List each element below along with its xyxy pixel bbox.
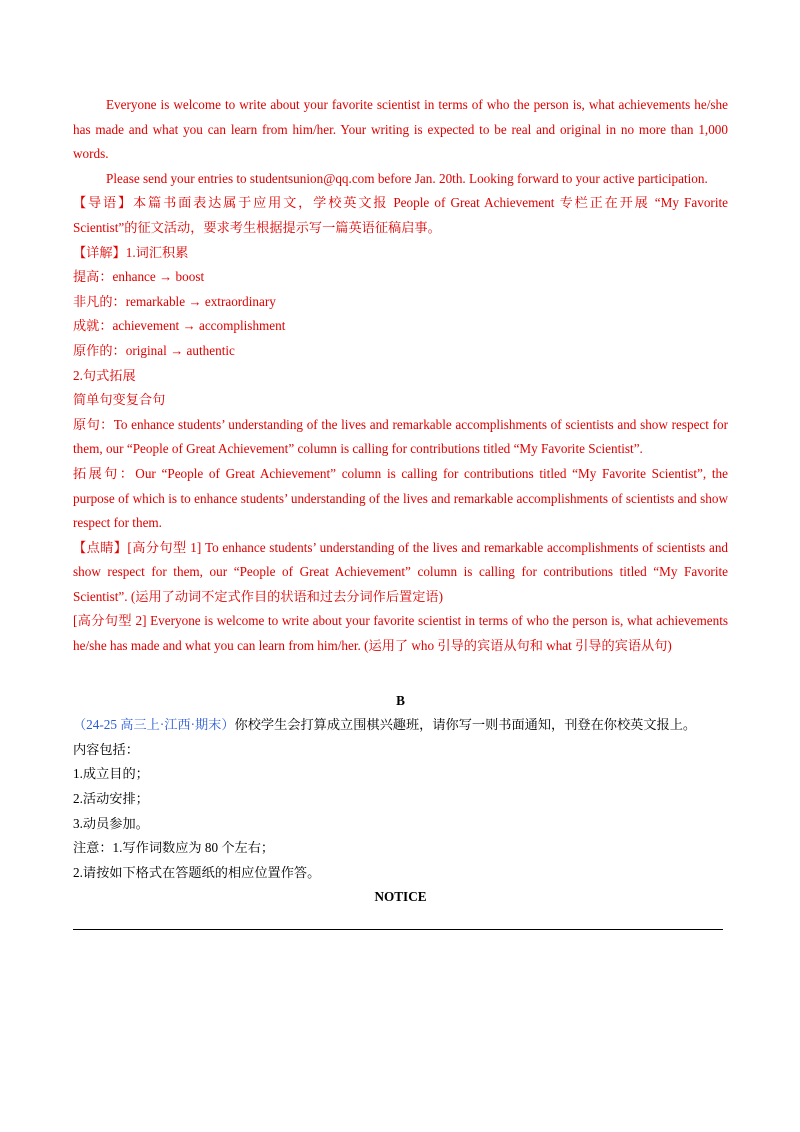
page-content <box>73 93 728 930</box>
note-line-1: 注意：1.写作词数应为 80 个左右； <box>73 840 275 856</box>
guide-label: 【导语】 <box>73 195 134 211</box>
answer-line <box>73 929 723 930</box>
expanded-sentence: 拓展句：Our “People of Great Achievement” column is calling for contributions titled “My Favorite Scientist”, the purpose of which is to enhance students’ understanding of the lives and remarkable accomplishments of scientists and show respect for them. <box>73 465 728 531</box>
task-text: 你校学生会打算成立围棋兴趣班，请你写一则书面通知，刊登在你校英文报上。 <box>234 717 697 733</box>
note-line-2: 2.请按如下格式在答题纸的相应位置作答。 <box>73 864 321 880</box>
sentence-heading: 2.句式拓展 <box>73 367 136 383</box>
detail-label: 【详解】 <box>73 244 126 260</box>
section-b-heading: B <box>396 692 405 708</box>
original-sentence: 原句：To enhance students’ understanding of the lives and remarkable accomplishments of scientists and show respect for them, our “People of Great Achievement” column is calling for contributions titled “My Favorite Scientist”. <box>73 416 728 457</box>
notice-title: NOTICE <box>374 889 427 905</box>
prompt-paragraph-1: Everyone is welcome to write about your favorite scientist in terms of who the person is, what achievements he/she has made and what you can learn from him/her. Your writing is expected to be real and original in no more than 1,000 words. <box>73 97 728 162</box>
guide-paragraph <box>73 191 728 240</box>
sentence-subheading: 简单句变复合句 <box>73 392 166 408</box>
content-point: 1.成立目的； <box>73 766 149 782</box>
vocab-item: 非凡的：remarkable → extraordinary <box>73 293 276 309</box>
highlight-paragraph-1 <box>73 536 728 610</box>
guide-text: 本篇书面表达属于应用文，学校英文报 People of Great Achievement 专栏正在开展 “My Favorite Scientist”的征文活动，要求考生根据提示写一篇英语征稿启事。 <box>73 195 728 235</box>
content-label: 内容包括： <box>73 741 139 757</box>
task-paragraph <box>73 713 728 738</box>
highlight-label: 【点睛】 <box>73 539 128 555</box>
vocab-item: 原作的：original → authentic <box>73 342 235 358</box>
highlight-item-1: [高分句型 1] To enhance students’ understanding of the lives and remarkable accomplishments of scientists and show respect for them, our “People of Great Achievement” column is calling for contributions titled “My Favorite Scientist”. (运用了动词不定式作目的状语和过去分词作后置定语) <box>73 539 729 604</box>
vocab-heading: 1.词汇积累 <box>125 244 189 260</box>
vocab-item: 成就：achievement → accomplishment <box>73 318 286 334</box>
content-point: 3.动员参加。 <box>73 815 149 831</box>
detail-heading <box>73 241 728 266</box>
highlight-paragraph-2: [高分句型 2] Everyone is welcome to write about your favorite scientist in terms of who the person is, what achievements he/she has made and what you can learn from him/her. (运用了 who 引导的宾语从句和 what 引导的宾语从句) <box>73 613 728 654</box>
section-gap <box>73 659 728 689</box>
content-point: 2.活动安排； <box>73 791 149 807</box>
vocab-item: 提高：enhance → boost <box>73 269 205 285</box>
prompt-paragraph-2: Please send your entries to studentsunion@qq.com before Jan. 20th. Looking forward to your active participation. <box>106 170 708 186</box>
source-tag: （24-25 高三上·江西·期末） <box>73 717 235 733</box>
